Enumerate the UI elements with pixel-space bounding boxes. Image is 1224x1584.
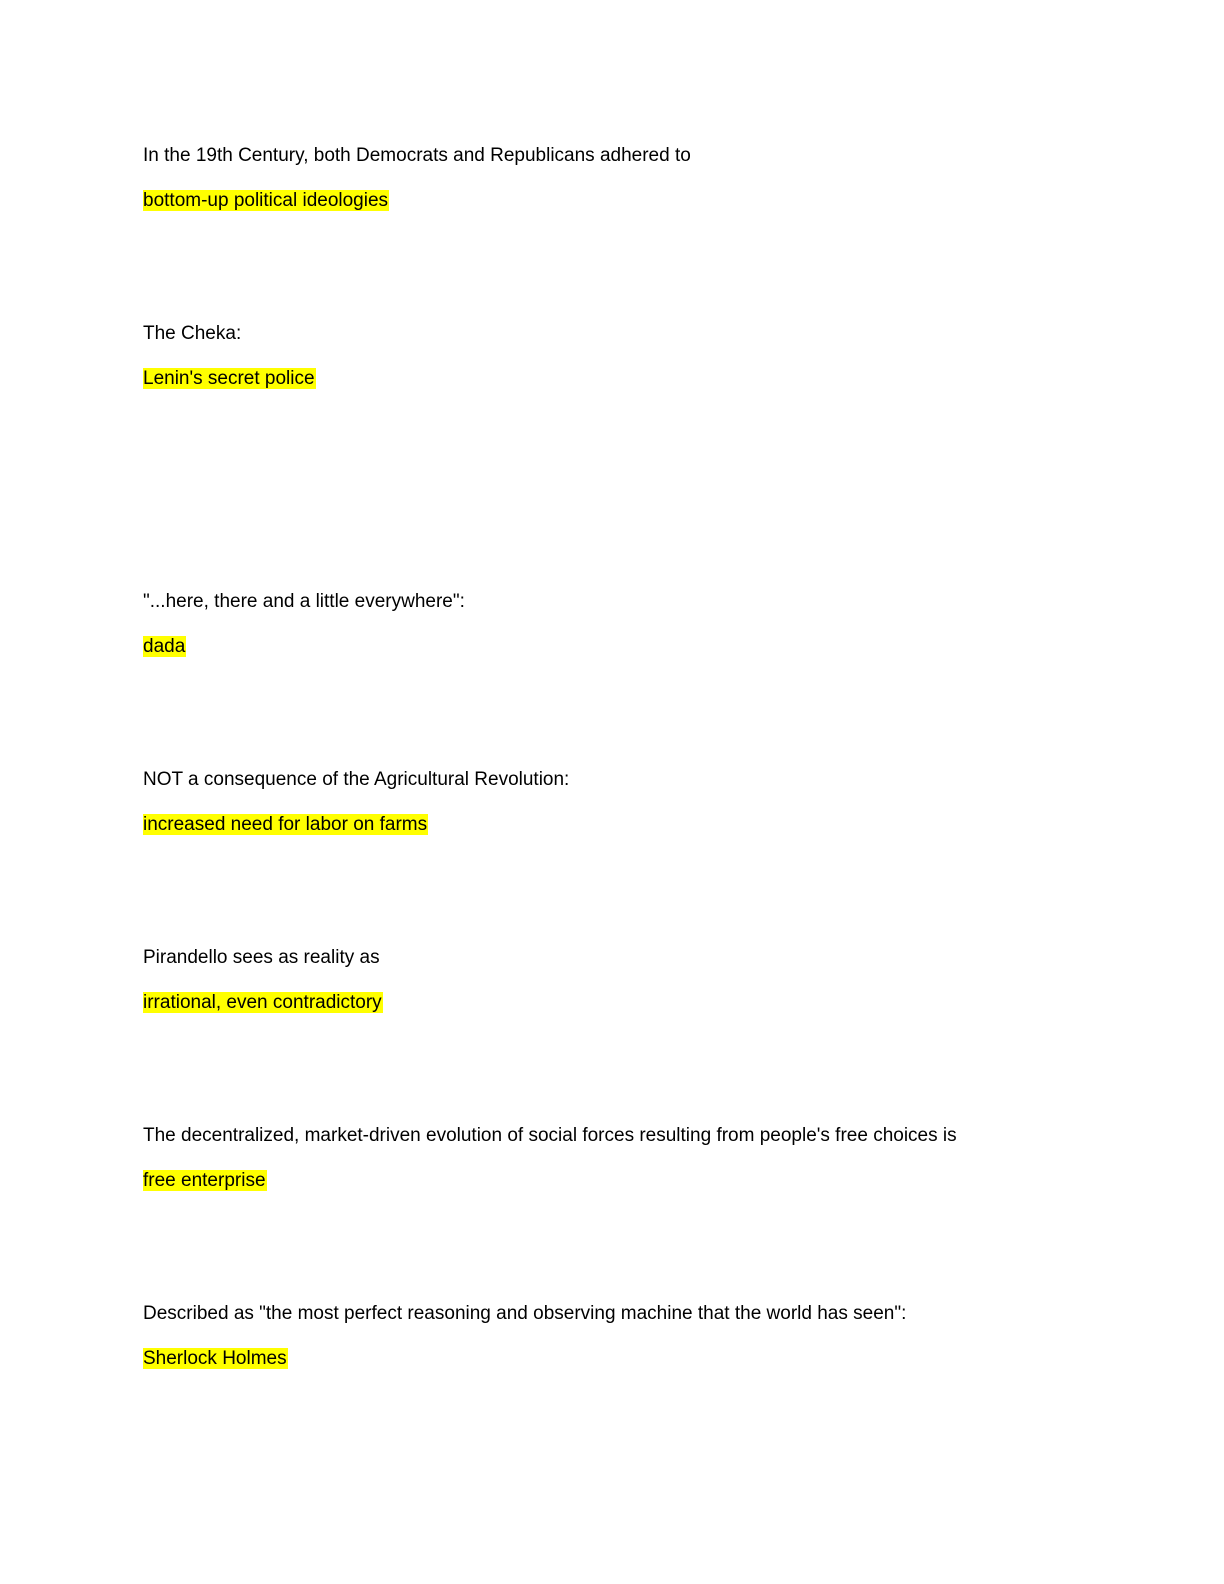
highlighted-answer-2: Lenin's secret police (143, 368, 315, 389)
question-text (143, 590, 465, 614)
question-text (143, 768, 569, 792)
highlighted-answer-3: dada (143, 636, 186, 657)
question-1: In the 19th Century, both Democrats and Republicans adhered to (143, 145, 691, 166)
highlighted-answer-1: bottom-up political ideologies (143, 190, 389, 211)
question-text (143, 322, 241, 346)
question-4: NOT a consequence of the Agricultural Revolution: (143, 769, 570, 790)
question-text (143, 144, 691, 168)
highlighted-answer-4: increased need for labor on farms (143, 814, 428, 835)
question-6: The decentralized, market-driven evolution of social forces resulting from people's free choices is (143, 1125, 957, 1146)
highlighted-answer-6: free enterprise (143, 1170, 266, 1191)
question-text (143, 946, 380, 970)
question-text (143, 1302, 906, 1326)
answer-text (143, 367, 316, 391)
question-text (143, 1124, 957, 1148)
answer-text (143, 1347, 288, 1371)
answer-text (143, 1169, 267, 1193)
answer-text (143, 991, 383, 1015)
question-7: Described as "the most perfect reasoning and observing machine that the world has seen": (143, 1303, 907, 1324)
question-5: Pirandello sees as reality as (143, 947, 380, 968)
answer-text (143, 813, 428, 837)
question-2: The Cheka: (143, 323, 242, 344)
question-3: "...here, there and a little everywhere": (143, 591, 465, 612)
answer-text (143, 635, 186, 659)
highlighted-answer-5: irrational, even contradictory (143, 992, 382, 1013)
highlighted-answer-7: Sherlock Holmes (143, 1348, 287, 1369)
answer-text (143, 189, 389, 213)
